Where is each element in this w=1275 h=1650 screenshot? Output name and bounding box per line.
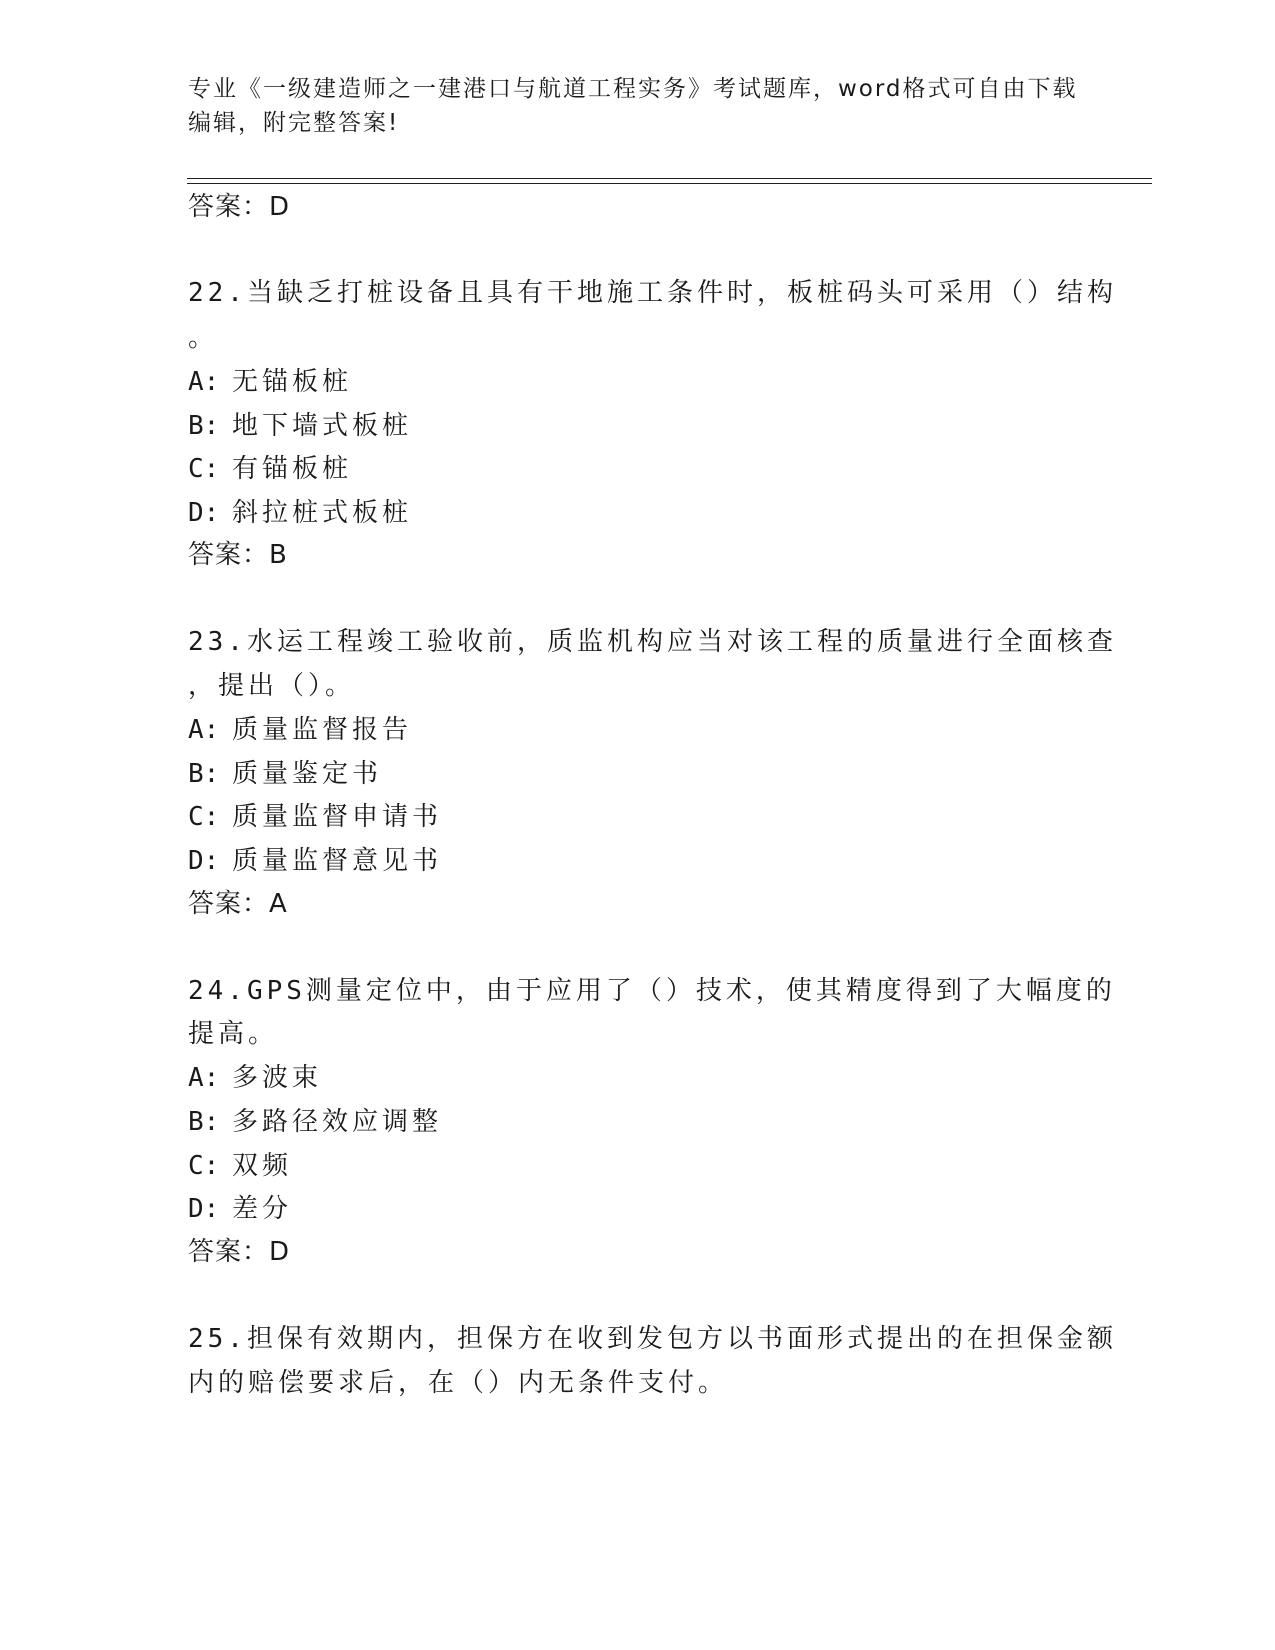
- question-25-stem-line-1: 25.担保有效期内，担保方在收到发包方以书面形式提出的在担保金额: [188, 1324, 1117, 1354]
- question-24-option-d: [188, 1188, 292, 1225]
- option-key: C:: [188, 454, 220, 484]
- question-23-option-a: [188, 709, 412, 746]
- option-text: 质量监督意见书: [232, 846, 443, 876]
- option-text: 双频: [232, 1151, 293, 1181]
- option-key: B:: [188, 411, 220, 441]
- question-23-option-d: [188, 840, 442, 877]
- question-22-option-c: [188, 448, 352, 485]
- question-24-answer: 答案：D: [188, 1237, 291, 1267]
- option-text: 质量监督报告: [232, 715, 413, 745]
- header-line-1: 专业《一级建造师之一建港口与航道工程实务》考试题库，word格式可自由下载: [188, 76, 1078, 102]
- option-key: A:: [188, 367, 220, 397]
- question-24-stem-line-1: 24.GPS测量定位中，由于应用了（）技术，使其精度得到了大幅度的: [188, 976, 1116, 1006]
- question-22-stem-line-2: 。: [188, 323, 219, 353]
- option-text: 多路径效应调整: [232, 1107, 443, 1137]
- question-22-option-b: [188, 405, 412, 442]
- header-rule-top: [187, 178, 1152, 179]
- question-22-option-d: [188, 492, 412, 529]
- option-key: C:: [188, 802, 220, 832]
- previous-answer: 答案：D: [188, 192, 291, 222]
- option-key: B:: [188, 1107, 220, 1137]
- question-23-option-b: [188, 753, 382, 790]
- option-text: 质量监督申请书: [232, 802, 443, 832]
- option-key: D:: [188, 1194, 220, 1224]
- question-22-option-a: [188, 361, 352, 398]
- question-23-answer: 答案：A: [188, 889, 288, 919]
- option-key: D:: [188, 846, 220, 876]
- question-22-stem-line-1: 22.当缺乏打桩设备且具有干地施工条件时，板桩码头可采用（）结构: [188, 278, 1117, 308]
- option-key: D:: [188, 498, 220, 528]
- option-text: 多波束: [232, 1063, 323, 1093]
- question-24-stem-line-2: 提高。: [188, 1019, 279, 1049]
- option-text: 地下墙式板桩: [232, 411, 413, 441]
- question-22-answer: 答案：B: [188, 540, 288, 570]
- option-key: C:: [188, 1151, 220, 1181]
- header-line-2: 编辑，附完整答案!: [188, 110, 400, 136]
- header-rule-bottom: [187, 183, 1152, 184]
- option-key: A:: [188, 1063, 220, 1093]
- option-text: 质量鉴定书: [232, 759, 383, 789]
- document-header: [188, 72, 1088, 140]
- option-text: 差分: [232, 1194, 293, 1224]
- option-text: 有锚板桩: [232, 454, 353, 484]
- question-23-stem-line-2: ，提出（）。: [188, 671, 356, 701]
- question-23-option-c: [188, 796, 442, 833]
- question-24-option-b: [188, 1101, 442, 1138]
- question-24-option-a: [188, 1057, 322, 1094]
- option-text: 无锚板桩: [232, 367, 353, 397]
- question-25-stem-line-2: 内的赔偿要求后，在（）内无条件支付。: [188, 1368, 729, 1398]
- option-key: B:: [188, 759, 220, 789]
- question-23-stem-line-1: 23.水运工程竣工验收前，质监机构应当对该工程的质量进行全面核查: [188, 627, 1117, 657]
- question-24-option-c: [188, 1145, 292, 1182]
- option-key: A:: [188, 715, 220, 745]
- option-text: 斜拉桩式板桩: [232, 498, 413, 528]
